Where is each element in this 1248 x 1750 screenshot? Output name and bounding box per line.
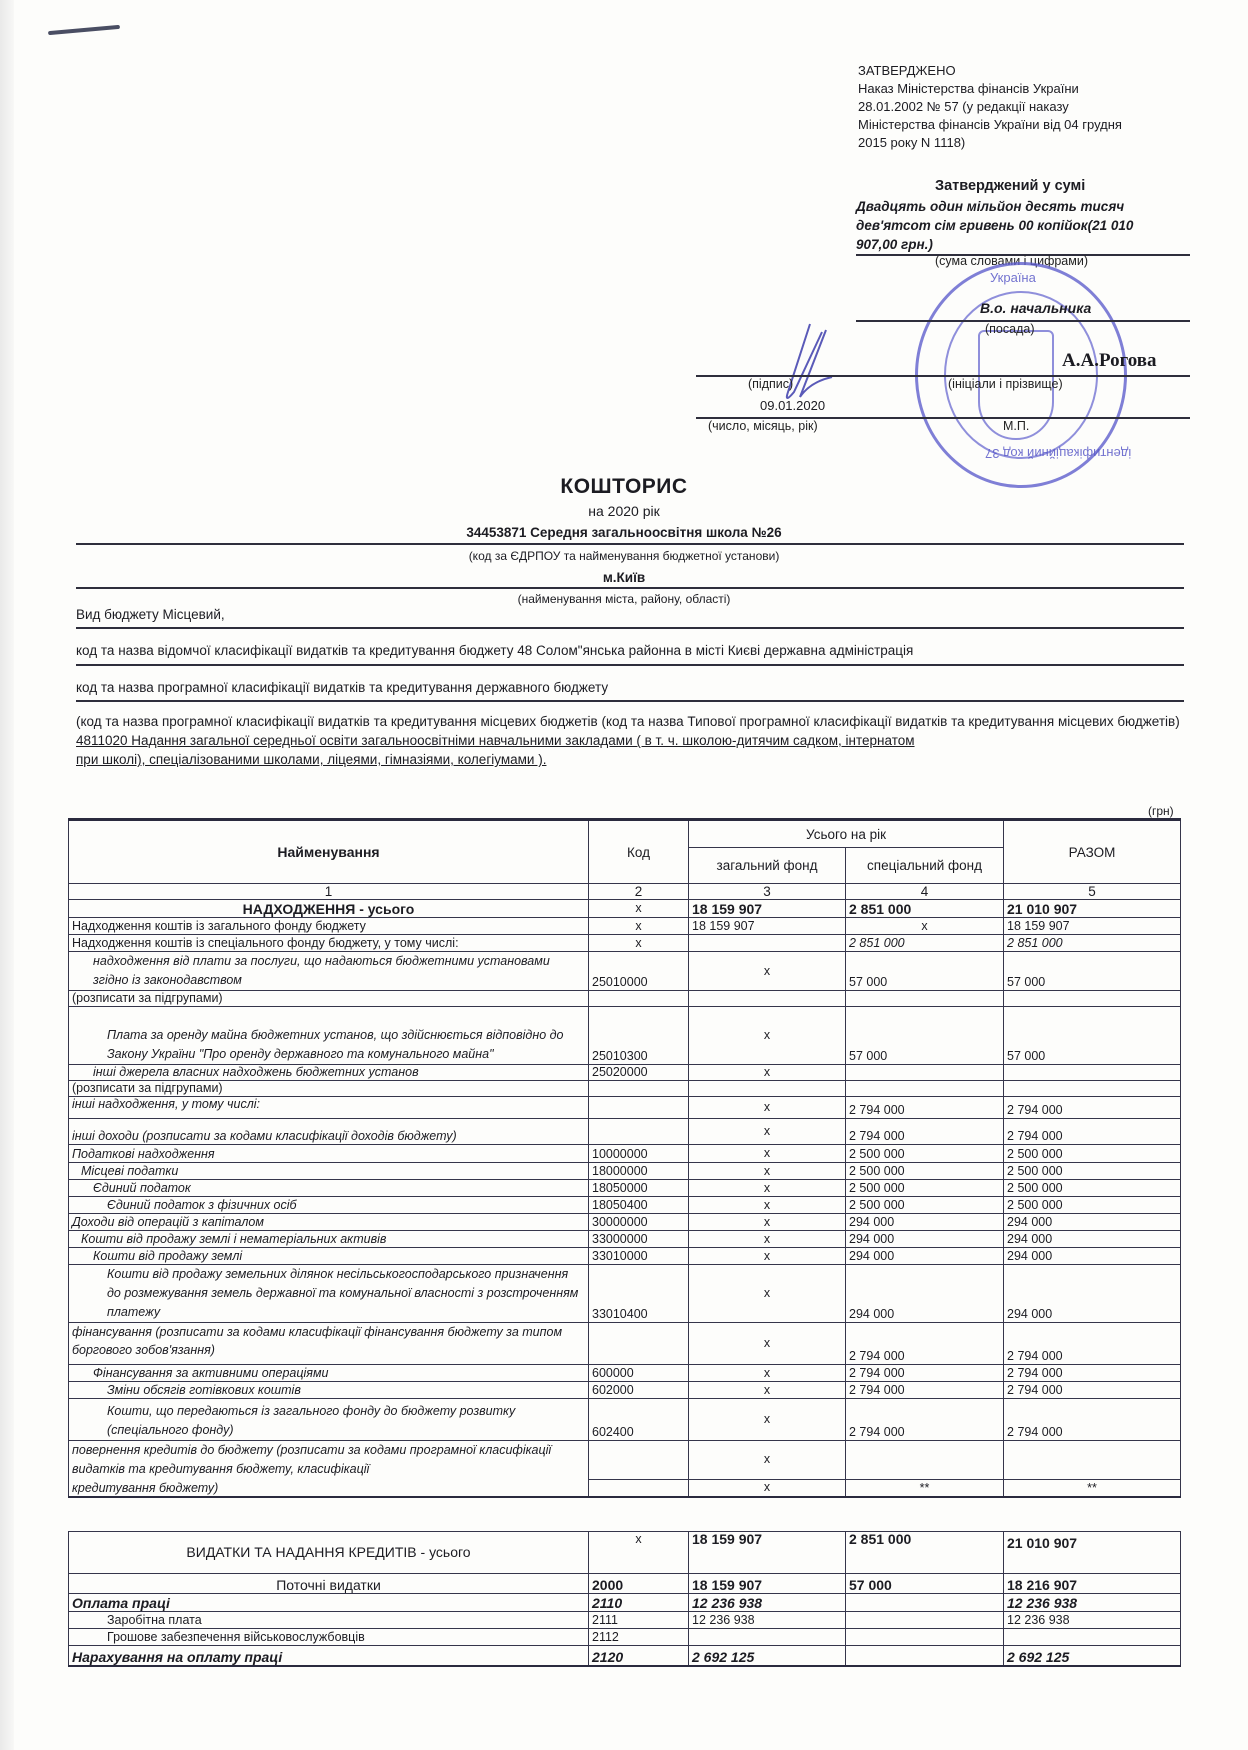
row-code: 10000000 [589,1145,689,1163]
table-row [69,1214,1181,1231]
row-code: 18050400 [589,1197,689,1214]
row-name: Єдиний податок [69,1180,589,1197]
row-total: 294 000 [1004,1231,1181,1248]
row-name: Кошти від продажу землі [69,1248,589,1265]
row-code [589,1323,689,1365]
row-special: 2 794 000 [846,1399,1004,1441]
seal-caption: М.П. [1003,419,1030,433]
row-total [1004,1441,1181,1480]
row-special [846,1612,1004,1629]
table-row [69,1197,1181,1214]
stamp-text: Україна [990,270,1036,285]
table-row [69,935,1181,952]
approval-heading: ЗАТВЕРДЖЕНО [858,63,956,78]
row-general: x [689,1065,846,1081]
row-total: 57 000 [1004,1007,1181,1065]
row-name: Плата за оренду майна бюджетних установ, що здійснюється відповідно до Закону України "Про оренду державного та комунального майна" [69,1007,589,1065]
row-total: 12 236 938 [1004,1594,1181,1612]
row-special [846,1629,1004,1646]
row-name: інші джерела власних надходжень бюджетних установ [69,1065,589,1081]
row-general: 12 236 938 [689,1612,846,1629]
table-row [69,1441,1181,1480]
row-code: 33010400 [589,1265,689,1323]
column-number: 5 [1004,884,1181,900]
row-special: 294 000 [846,1231,1004,1248]
row-general: x [689,1163,846,1180]
row-special: 294 000 [846,1265,1004,1323]
institution-underline [76,543,1184,545]
row-name: Заробітна плата [69,1612,589,1629]
row-special: 2 794 000 [846,1365,1004,1382]
header-code: Код [589,820,689,884]
row-code [589,1119,689,1145]
row-name: Надходження коштів із загального фонду бюджету [69,918,589,935]
row-total: 2 500 000 [1004,1145,1181,1163]
row-general: x [689,1382,846,1399]
table-row [69,1646,1181,1666]
row-special: 2 794 000 [846,1382,1004,1399]
row-code: 2112 [589,1629,689,1646]
header-total: РАЗОМ [1004,820,1181,884]
signatory-name: А.А.Рогова [1062,350,1157,371]
institution-name: 34453871 Середня загальноосвітня школа №26 [466,525,782,540]
row-name: інші надходження, у тому числі: [69,1097,589,1119]
local-program-caption: (код та назва програмної класифікації видатків та кредитування місцевих бюджетів (код та назва Типової програмної класифікації видатків та кредитування місцевих бюджетів) [76,714,1180,729]
row-total: 18 216 907 [1004,1574,1181,1594]
column-number: 3 [689,884,846,900]
row-general: 18 159 907 [689,918,846,935]
row-general: 12 236 938 [689,1594,846,1612]
row-name: Податкові надходження [69,1145,589,1163]
row-total: 18 159 907 [1004,918,1181,935]
position-caption: (посада) [985,322,1035,336]
column-number: 2 [589,884,689,900]
row-special: 57 000 [846,952,1004,991]
row-special: 294 000 [846,1214,1004,1231]
row-special: 2 851 000 [846,1532,1004,1574]
table-row [69,1265,1181,1323]
row-general: 18 159 907 [689,900,846,918]
row-total: 21 010 907 [1004,900,1181,918]
row-name: Єдиний податок з фізичних осіб [69,1197,589,1214]
row-general: x [689,952,846,991]
row-total [1004,991,1181,1007]
row-special [846,1646,1004,1666]
row-name: (розписати за підгрупами) [69,991,589,1007]
row-special: ** [846,1479,1004,1497]
row-special: 2 500 000 [846,1197,1004,1214]
row-special: x [846,918,1004,935]
row-special [846,1441,1004,1480]
row-name: Надходження коштів із спеціального фонду бюджету, у тому числі: [69,935,589,952]
city-name: м.Київ [602,570,646,585]
row-general [689,1629,846,1646]
city-underline [76,587,1184,589]
row-special [846,1594,1004,1612]
row-special: 2 794 000 [846,1119,1004,1145]
table-row [69,1097,1181,1119]
table-row [69,900,1181,918]
row-total: 2 851 000 [1004,935,1181,952]
row-general: x [689,1119,846,1145]
approved-sum-title: Затверджений у сумі [935,178,1086,194]
row-name: Кошти від продажу земельних ділянок несільськогосподарського призначення до розмежування земель державної та комунальної власності з розстроченням платежу [69,1265,589,1323]
approval-order-line: 2015 року N 1118) [858,135,966,150]
table-row [69,1479,1181,1497]
approval-date: 09.01.2020 [760,398,826,413]
row-total: 57 000 [1004,952,1181,991]
row-code: 2000 [589,1574,689,1594]
row-special: 2 851 000 [846,935,1004,952]
local-program-block [76,712,1184,769]
row-special [846,1065,1004,1081]
row-code: x [589,900,689,918]
row-name: НАДХОДЖЕННЯ - усього [69,900,589,918]
document-year: на 2020 рік [588,503,660,519]
expense-table [68,1531,1181,1667]
approval-order-line: Наказ Міністерства фінансів України [858,81,1079,96]
row-general: x [689,1399,846,1441]
row-name: Грошове забезпечення військовослужбовців [69,1629,589,1646]
row-total: 294 000 [1004,1265,1181,1323]
row-general: x [689,1323,846,1365]
row-name: (розписати за підгрупами) [69,1081,589,1097]
row-general: x [689,1365,846,1382]
table-row [69,1365,1181,1382]
row-special: 57 000 [846,1574,1004,1594]
row-code: 33000000 [589,1231,689,1248]
row-code: 600000 [589,1365,689,1382]
table-row [69,1065,1181,1081]
table-row [69,1081,1181,1097]
row-code: 2110 [589,1594,689,1612]
row-name: Нарахування на оплату праці [69,1646,589,1666]
row-total: 2 692 125 [1004,1646,1181,1666]
table-row [69,1382,1181,1399]
program-code-line: 4811020 Надання загальної середньої освіти загальноосвітніми навчальними закладами ( в т. ч. школою-дитячим садком, інтернатом [76,733,915,748]
row-general: x [689,1097,846,1119]
row-code: 18050000 [589,1180,689,1197]
row-special: 2 500 000 [846,1145,1004,1163]
row-general: 18 159 907 [689,1574,846,1594]
row-code: 18000000 [589,1163,689,1180]
row-total: 2 794 000 [1004,1323,1181,1365]
row-name: Місцеві податки [69,1163,589,1180]
table-row [69,952,1181,991]
table-row [69,1119,1181,1145]
state-program-classification: код та назва програмної класифікації видатків та кредитування державного бюджету [76,680,609,695]
row-special [846,991,1004,1007]
row-code: 33010000 [589,1248,689,1265]
row-total [1004,1629,1181,1646]
row-total [1004,1081,1181,1097]
row-code: 2111 [589,1612,689,1629]
row-name: фінансування (розписати за кодами класифікації фінансування бюджету за типом боргового зобов'язання) [69,1323,589,1365]
row-name: Доходи від операцій з капіталом [69,1214,589,1231]
table-row [69,1145,1181,1163]
row-total: 294 000 [1004,1214,1181,1231]
row-name: Оплата праці [69,1594,589,1612]
signature-caption: (підпис) [748,377,794,391]
row-code: x [589,1532,689,1574]
header-general-fund: загальний фонд [689,848,846,884]
row-total: 2 794 000 [1004,1119,1181,1145]
date-caption: (число, місяць, рік) [708,419,818,433]
row-name: надходження від плати за послуги, що надаються бюджетними установами згідно із законодавством [69,952,589,991]
row-total [1004,1065,1181,1081]
row-code: x [589,935,689,952]
row-general [689,1081,846,1097]
header-name: Найменування [69,820,589,884]
row-general: x [689,1231,846,1248]
row-name: Кошти, що передаються із загального фонду до бюджету розвитку (спеціального фонду) [69,1399,589,1441]
row-general: 2 692 125 [689,1646,846,1666]
row-special: 2 851 000 [846,900,1004,918]
table-row [69,1163,1181,1180]
city-caption: (найменування міста, району, області) [517,592,731,606]
row-general: x [689,1214,846,1231]
row-general: x [689,1197,846,1214]
row-general: x [689,1248,846,1265]
row-name: ВИДАТКИ ТА НАДАННЯ КРЕДИТІВ - усього [69,1532,589,1574]
row-total: 2 500 000 [1004,1197,1181,1214]
row-total: 2 794 000 [1004,1382,1181,1399]
approval-order-line: Міністерства фінансів України від 04 грудня [858,117,1122,132]
row-general: 18 159 907 [689,1532,846,1574]
program-code-line: при школі), спеціалізованими школами, ліцеями, гімназіями, колегіумами ). [76,752,547,767]
institution-caption: (код за ЄДРПОУ та найменування бюджетної установи) [468,549,780,563]
row-name: Зміни обсягів готівкових коштів [69,1382,589,1399]
row-general: x [689,1180,846,1197]
row-name: Фінансування за активними операціями [69,1365,589,1382]
income-table [68,818,1181,1498]
table-row [69,1399,1181,1441]
table-row [69,1629,1181,1646]
row-general: x [689,1007,846,1065]
row-code: x [589,918,689,935]
row-code: 602000 [589,1382,689,1399]
sum-text-line: дев'ятсот сім гривень 00 копійок(21 010 [856,218,1134,233]
row-name: кредитування бюджету) [69,1479,589,1497]
row-code [589,1081,689,1097]
row-total: 294 000 [1004,1248,1181,1265]
departmental-classification: код та назва відомчої класифікації видатків та кредитування бюджету 48 Солом"янська районна в місті Києві державна адміністрація [76,643,914,658]
row-name: Кошти від продажу землі і нематеріальних активів [69,1231,589,1248]
row-total: 2 794 000 [1004,1365,1181,1382]
row-total: 12 236 938 [1004,1612,1181,1629]
budget-type: Вид бюджету Місцевий, [76,607,225,622]
table-row [69,1594,1181,1612]
sum-text-line: Двадцять один мільйон десять тисяч [856,199,1125,214]
row-total: ** [1004,1479,1181,1497]
row-special: 294 000 [846,1248,1004,1265]
row-code: 25010000 [589,952,689,991]
row-special: 2 500 000 [846,1180,1004,1197]
row-special: 2 794 000 [846,1323,1004,1365]
row-code: 30000000 [589,1214,689,1231]
approved-sum-text [856,197,1176,254]
table-row [69,1612,1181,1629]
table-row [69,991,1181,1007]
scan-edge [0,0,14,1750]
row-code [589,1479,689,1497]
row-code: 25020000 [589,1065,689,1081]
row-total: 2 794 000 [1004,1097,1181,1119]
row-special: 57 000 [846,1007,1004,1065]
row-name: інші доходи (розписати за кодами класифікації доходів бюджету) [69,1119,589,1145]
position-value: В.о. начальника [980,300,1092,316]
table-row [69,1574,1181,1594]
row-name: повернення кредитів до бюджету (розписати за кодами програмної класифікації видатків та кредитування бюджету, класифікації [69,1441,589,1480]
header-special-fund: спеціальний фонд [846,848,1004,884]
row-total: 2 500 000 [1004,1163,1181,1180]
row-general: x [689,1265,846,1323]
row-code [589,1097,689,1119]
table-row [69,1231,1181,1248]
row-special [846,1081,1004,1097]
row-code [589,991,689,1007]
table-row [69,1532,1181,1574]
row-total: 2 794 000 [1004,1399,1181,1441]
row-total: 21 010 907 [1004,1532,1181,1574]
approval-order-line: 28.01.2002 № 57 (у редакції наказу [858,99,1069,114]
budget-type-underline [76,627,1184,629]
document-title: КОШТОРИС [560,475,688,498]
row-general: x [689,1441,846,1480]
row-code: 2120 [589,1646,689,1666]
row-general [689,991,846,1007]
row-code [589,1441,689,1480]
stamp-text: ідентифікаційний код 37 [985,446,1132,461]
table-row [69,1323,1181,1365]
row-code: 25010300 [589,1007,689,1065]
sum-caption: (сума словами і цифрами) [935,254,1088,268]
row-special: 2 500 000 [846,1163,1004,1180]
row-total: 2 500 000 [1004,1180,1181,1197]
state-program-underline [76,700,1184,702]
row-name: Поточні видатки [69,1574,589,1594]
table-row [69,1007,1181,1065]
table-row [69,1180,1181,1197]
pen-mark [48,25,120,35]
column-number: 4 [846,884,1004,900]
row-general: x [689,1479,846,1497]
sum-text-line: 907,00 грн.) [856,237,933,252]
header-year-total: Усього на рік [689,820,1004,848]
table-row [69,918,1181,935]
row-general [689,935,846,952]
table-row [69,1248,1181,1265]
row-code: 602400 [589,1399,689,1441]
row-special: 2 794 000 [846,1097,1004,1119]
departmental-underline [76,664,1184,666]
name-caption: (ініціали і прізвище) [948,377,1063,391]
currency-unit: (грн) [1148,804,1174,818]
column-number: 1 [69,884,589,900]
row-general: x [689,1145,846,1163]
approval-block [858,62,1198,152]
